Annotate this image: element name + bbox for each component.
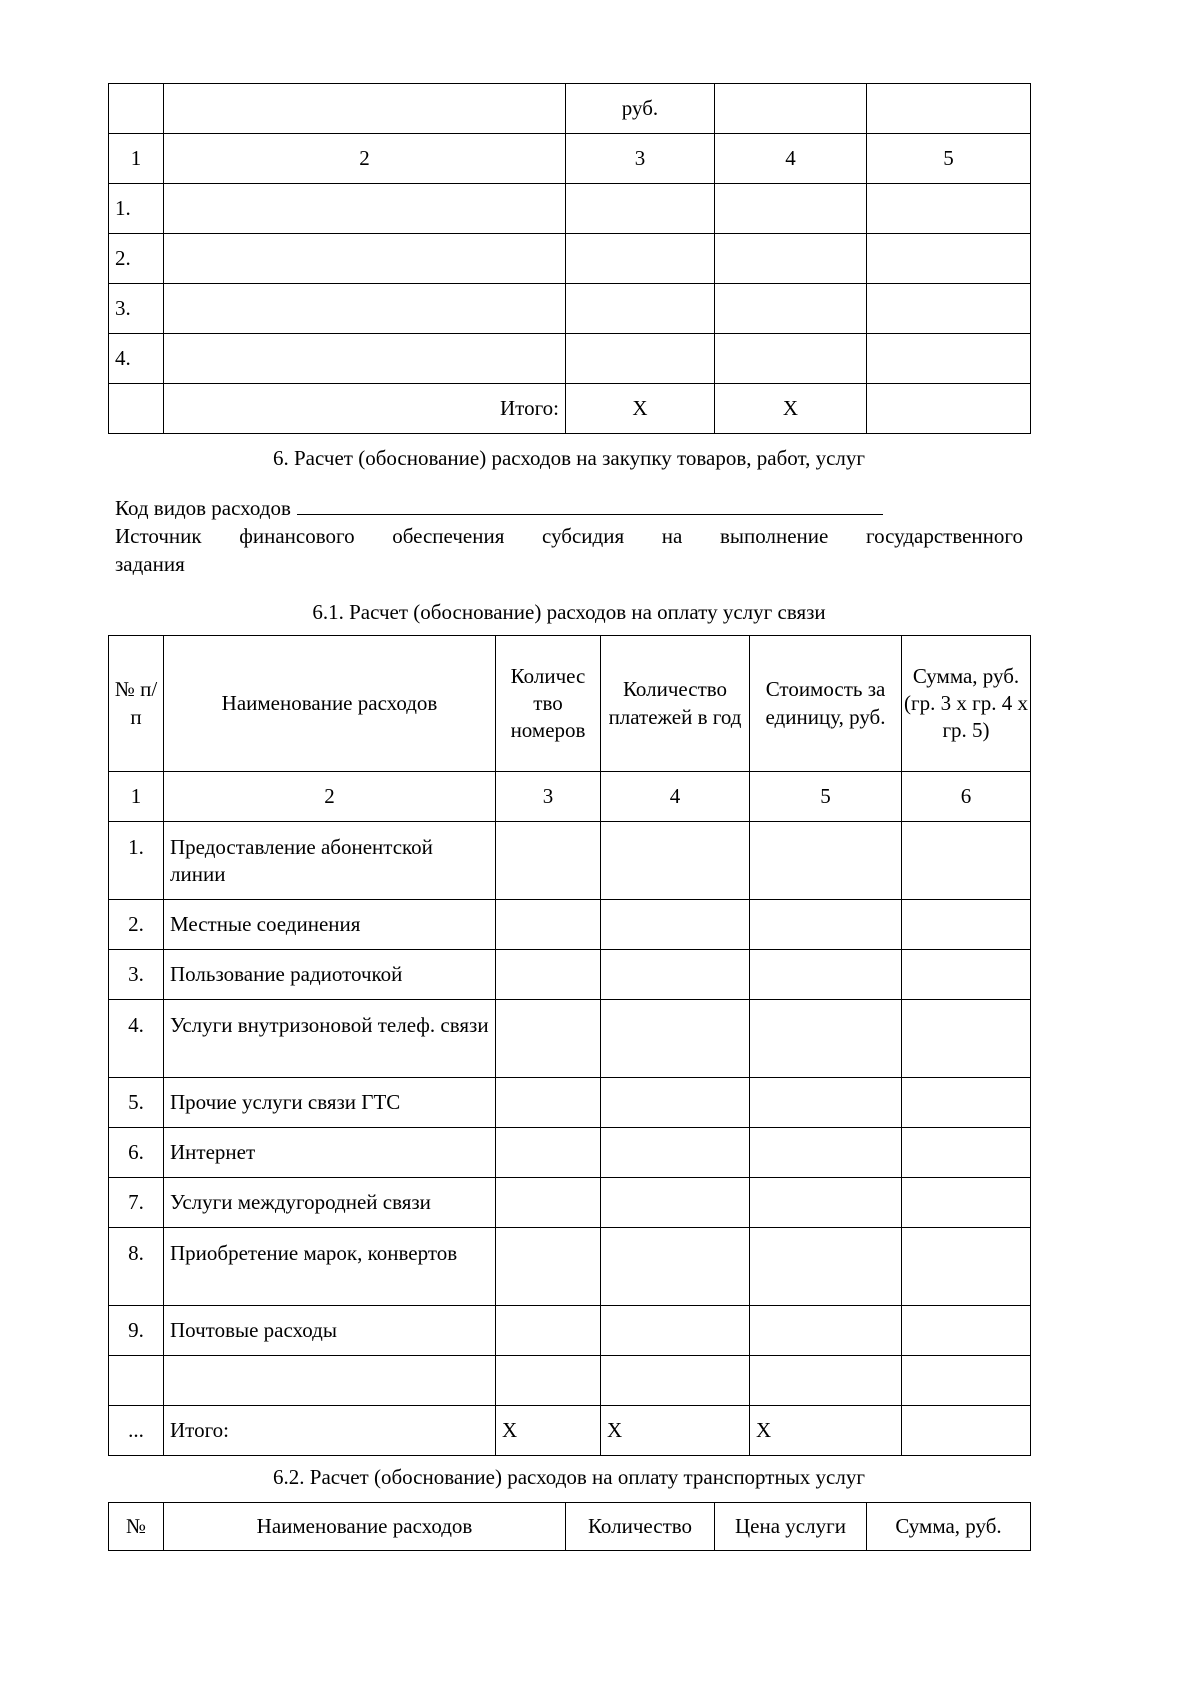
section-6-1-title: 6.1. Расчет (обоснование) расходов на оплату услуг связи: [312, 600, 826, 624]
code-blank-line: [297, 494, 883, 515]
table-row: [109, 1178, 1031, 1228]
total-x-mark: X: [750, 1406, 902, 1456]
table-row: [109, 234, 1031, 284]
column-numbers-row: [109, 772, 1031, 822]
table-row: [109, 184, 1031, 234]
row-name: Почтовые расходы: [164, 1306, 496, 1356]
row-name: Местные соединения: [164, 900, 496, 950]
header-row: [109, 636, 1031, 772]
total-x-mark: X: [601, 1406, 750, 1456]
table-row: [109, 284, 1031, 334]
total-row-number: ...: [109, 1406, 164, 1456]
table-row: [109, 822, 1031, 900]
row-number: 2.: [109, 900, 164, 950]
header-sum: Сумма, руб. (гр. 3 х гр. 4 х гр. 5): [902, 636, 1031, 772]
section-6-2-title: 6.2. Расчет (обоснование) расходов на оплату транспортных услуг: [273, 1465, 865, 1489]
table-row: [109, 950, 1031, 1000]
table-cell: [164, 84, 566, 134]
row-name: Услуги междугородней связи: [164, 1178, 496, 1228]
header-sum: Сумма, руб.: [867, 1503, 1031, 1551]
column-number: 5: [750, 772, 902, 822]
total-row: [109, 384, 1031, 434]
table-row: [109, 900, 1031, 950]
header-quantity: Количество: [566, 1503, 715, 1551]
table-row: [109, 1128, 1031, 1178]
header-name: Наименование расходов: [164, 636, 496, 772]
row-name: Интернет: [164, 1128, 496, 1178]
row-name: Приобретение марок, конвертов: [164, 1228, 496, 1306]
row-name: Прочие услуги связи ГТС: [164, 1078, 496, 1128]
table-row: [109, 1228, 1031, 1306]
row-number: 2.: [109, 234, 164, 284]
row-name: Предоставление абонентской линии: [164, 822, 496, 900]
code-line: [115, 494, 1023, 522]
total-x-mark: X: [496, 1406, 601, 1456]
row-number: 6.: [109, 1128, 164, 1178]
unit-label: руб.: [566, 84, 715, 134]
column-number: 5: [867, 134, 1031, 184]
table-previous-section: [108, 83, 1031, 434]
column-number: 1: [109, 772, 164, 822]
column-number: 1: [109, 134, 164, 184]
header-row: [109, 1503, 1031, 1551]
code-label: Код видов расходов: [115, 496, 291, 520]
row-number: 4.: [109, 1000, 164, 1078]
row-number: 8.: [109, 1228, 164, 1306]
header-quantity: Количес тво номеров: [496, 636, 601, 772]
table-row-empty: [109, 1356, 1031, 1406]
total-x-mark: X: [566, 384, 715, 434]
section-6-title: 6. Расчет (обоснование) расходов на закупку товаров, работ, услуг: [272, 446, 866, 470]
column-number: 4: [601, 772, 750, 822]
header-price: Цена услуги: [715, 1503, 867, 1551]
column-number: 4: [715, 134, 867, 184]
total-label: Итого:: [164, 384, 566, 434]
table-cell: [867, 84, 1031, 134]
row-number: 3.: [109, 950, 164, 1000]
source-line-1: Источник финансового обеспечения субсидия на выполнение государственного: [115, 524, 1023, 548]
table-row: [109, 1306, 1031, 1356]
column-number: 2: [164, 134, 566, 184]
row-name: Пользование радиоточкой: [164, 950, 496, 1000]
communication-costs-table: [108, 635, 1031, 1456]
total-row: [109, 1406, 1031, 1456]
table-row: [109, 1000, 1031, 1078]
column-number: 6: [902, 772, 1031, 822]
table-row: [109, 334, 1031, 384]
transport-costs-table: [108, 1502, 1031, 1551]
table-row: [109, 1078, 1031, 1128]
header-unit-cost: Стоимость за единицу, руб.: [750, 636, 902, 772]
table-cell: [109, 84, 164, 134]
row-name: Услуги внутризоновой телеф. связи: [164, 1000, 496, 1078]
source-line-2: задания: [115, 552, 185, 576]
total-label: Итого:: [164, 1406, 496, 1456]
row-number: 4.: [109, 334, 164, 384]
column-number: 2: [164, 772, 496, 822]
total-x-mark: X: [715, 384, 867, 434]
header-num: №: [109, 1503, 164, 1551]
row-number: 3.: [109, 284, 164, 334]
header-payments: Количество платежей в год: [601, 636, 750, 772]
header-num: № п/п: [109, 636, 164, 772]
column-number: 3: [496, 772, 601, 822]
row-number: 1.: [109, 822, 164, 900]
row-number: 5.: [109, 1078, 164, 1128]
table-cell: [715, 84, 867, 134]
row-number: 7.: [109, 1178, 164, 1228]
header-name: Наименование расходов: [164, 1503, 566, 1551]
row-number: 1.: [109, 184, 164, 234]
column-number: 3: [566, 134, 715, 184]
row-number: 9.: [109, 1306, 164, 1356]
